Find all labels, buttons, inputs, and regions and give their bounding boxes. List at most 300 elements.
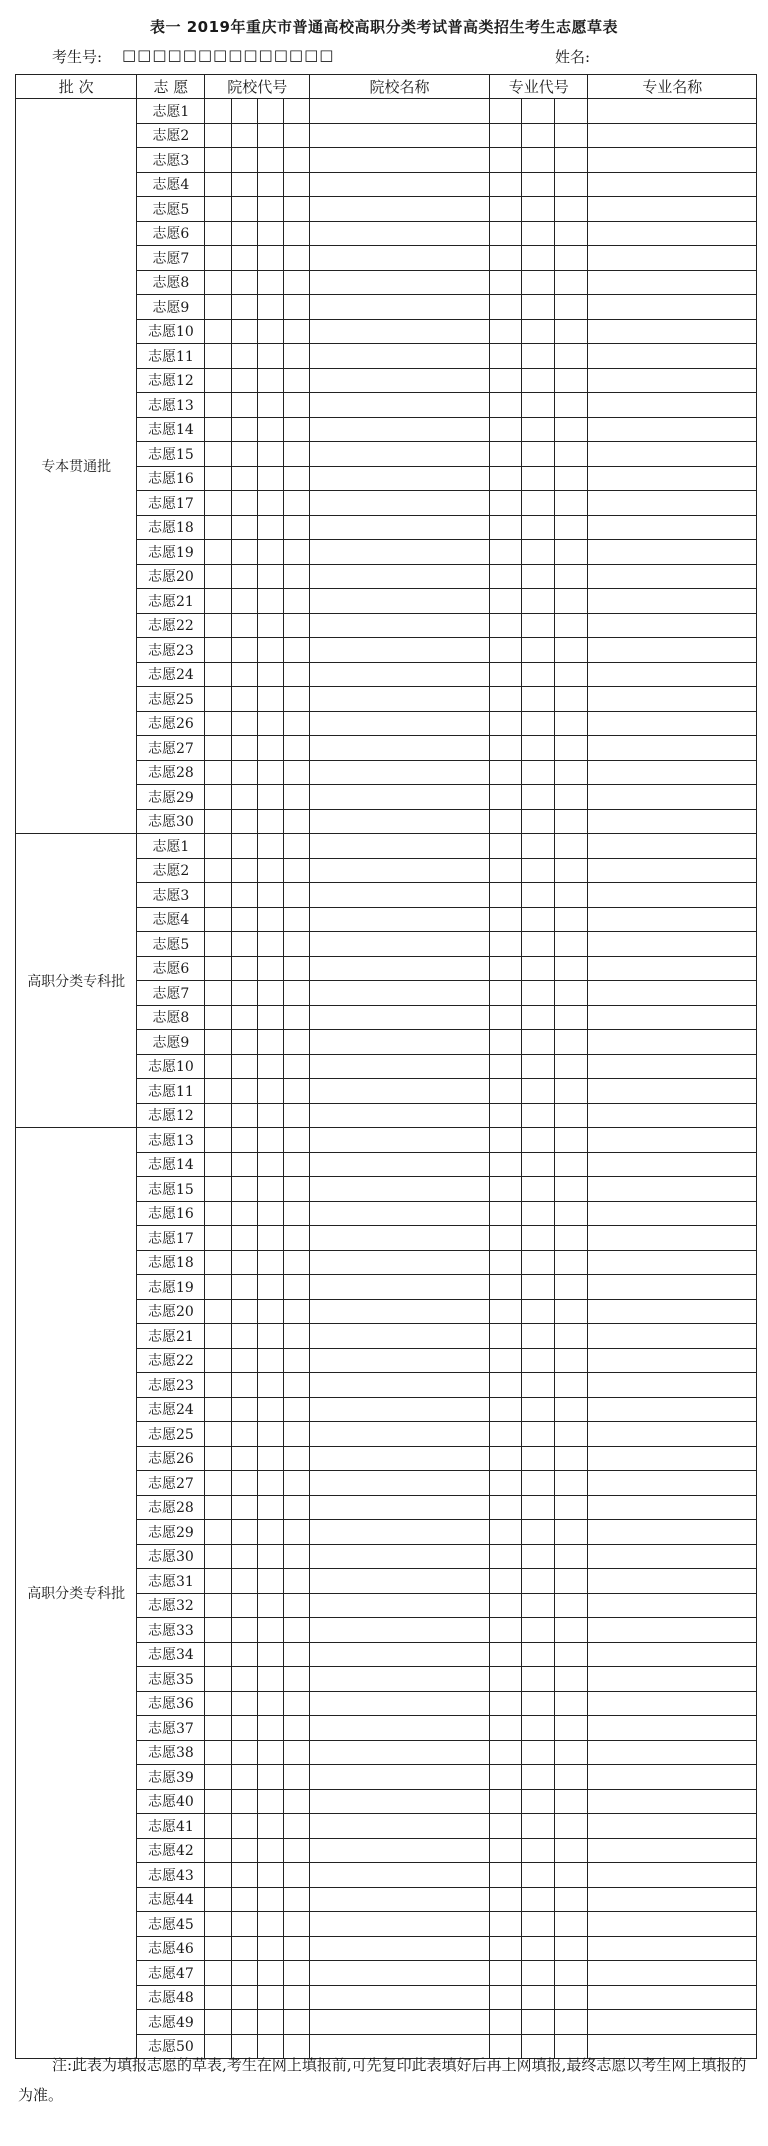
school-code-digit[interactable]: [283, 1299, 309, 1324]
school-code-digit[interactable]: [205, 1446, 231, 1471]
school-name-cell[interactable]: [310, 589, 490, 614]
school-code-digit[interactable]: [205, 1128, 231, 1153]
school-code-digit[interactable]: [283, 1789, 309, 1814]
school-code-digit[interactable]: [257, 1569, 283, 1594]
major-name-cell[interactable]: [588, 221, 757, 246]
major-code-digit[interactable]: [554, 172, 588, 197]
school-code-digit[interactable]: [257, 1177, 283, 1202]
school-code-digit[interactable]: [257, 564, 283, 589]
school-code-digit[interactable]: [231, 1226, 257, 1251]
major-code-digit[interactable]: [490, 1642, 522, 1667]
school-code-digit[interactable]: [205, 1912, 231, 1937]
school-code-digit[interactable]: [283, 417, 309, 442]
major-code-digit[interactable]: [554, 1030, 588, 1055]
major-name-cell[interactable]: [588, 1667, 757, 1692]
school-code-digit[interactable]: [205, 1422, 231, 1447]
major-code-digit[interactable]: [490, 1250, 522, 1275]
major-name-cell[interactable]: [588, 197, 757, 222]
school-code-digit[interactable]: [257, 613, 283, 638]
school-code-digit[interactable]: [231, 197, 257, 222]
major-code-digit[interactable]: [490, 907, 522, 932]
school-code-digit[interactable]: [283, 1373, 309, 1398]
school-code-digit[interactable]: [257, 1593, 283, 1618]
major-code-digit[interactable]: [490, 1740, 522, 1765]
school-code-digit[interactable]: [283, 491, 309, 516]
school-name-cell[interactable]: [310, 956, 490, 981]
major-code-digit[interactable]: [490, 1691, 522, 1716]
school-name-cell[interactable]: [310, 1275, 490, 1300]
major-name-cell[interactable]: [588, 1716, 757, 1741]
major-code-digit[interactable]: [522, 270, 554, 295]
major-code-digit[interactable]: [554, 344, 588, 369]
school-code-digit[interactable]: [257, 1765, 283, 1790]
major-name-cell[interactable]: [588, 1422, 757, 1447]
school-code-digit[interactable]: [205, 1373, 231, 1398]
major-code-digit[interactable]: [522, 1005, 554, 1030]
major-code-digit[interactable]: [554, 1005, 588, 1030]
major-code-digit[interactable]: [490, 393, 522, 418]
major-code-digit[interactable]: [554, 1593, 588, 1618]
school-code-digit[interactable]: [257, 1936, 283, 1961]
school-code-digit[interactable]: [205, 515, 231, 540]
school-name-cell[interactable]: [310, 1103, 490, 1128]
school-code-digit[interactable]: [257, 99, 283, 124]
school-code-digit[interactable]: [231, 687, 257, 712]
school-code-digit[interactable]: [283, 197, 309, 222]
major-code-digit[interactable]: [554, 1446, 588, 1471]
major-code-digit[interactable]: [554, 1789, 588, 1814]
major-code-digit[interactable]: [490, 344, 522, 369]
school-name-cell[interactable]: [310, 1299, 490, 1324]
school-code-digit[interactable]: [283, 1471, 309, 1496]
major-code-digit[interactable]: [490, 834, 522, 859]
school-code-digit[interactable]: [231, 1299, 257, 1324]
major-code-digit[interactable]: [554, 907, 588, 932]
school-code-digit[interactable]: [205, 1226, 231, 1251]
school-code-digit[interactable]: [257, 1226, 283, 1251]
school-code-digit[interactable]: [231, 1593, 257, 1618]
major-code-digit[interactable]: [554, 491, 588, 516]
major-name-cell[interactable]: [588, 172, 757, 197]
school-code-digit[interactable]: [257, 1324, 283, 1349]
school-code-digit[interactable]: [205, 1471, 231, 1496]
school-code-digit[interactable]: [205, 834, 231, 859]
school-code-digit[interactable]: [205, 2010, 231, 2035]
school-code-digit[interactable]: [283, 687, 309, 712]
school-code-digit[interactable]: [257, 1544, 283, 1569]
school-code-digit[interactable]: [257, 417, 283, 442]
school-name-cell[interactable]: [310, 687, 490, 712]
major-code-digit[interactable]: [490, 858, 522, 883]
school-code-digit[interactable]: [231, 1765, 257, 1790]
school-name-cell[interactable]: [310, 1152, 490, 1177]
major-name-cell[interactable]: [588, 1691, 757, 1716]
major-code-digit[interactable]: [522, 1765, 554, 1790]
school-code-digit[interactable]: [283, 809, 309, 834]
major-code-digit[interactable]: [522, 1348, 554, 1373]
major-code-digit[interactable]: [490, 99, 522, 124]
school-name-cell[interactable]: [310, 1569, 490, 1594]
major-name-cell[interactable]: [588, 613, 757, 638]
school-code-digit[interactable]: [283, 589, 309, 614]
major-name-cell[interactable]: [588, 1789, 757, 1814]
school-code-digit[interactable]: [231, 319, 257, 344]
school-code-digit[interactable]: [205, 589, 231, 614]
major-code-digit[interactable]: [490, 1275, 522, 1300]
school-code-digit[interactable]: [283, 1544, 309, 1569]
school-code-digit[interactable]: [205, 1103, 231, 1128]
school-name-cell[interactable]: [310, 270, 490, 295]
school-code-digit[interactable]: [257, 344, 283, 369]
school-code-digit[interactable]: [257, 1642, 283, 1667]
school-name-cell[interactable]: [310, 1422, 490, 1447]
school-code-digit[interactable]: [283, 393, 309, 418]
major-code-digit[interactable]: [554, 1740, 588, 1765]
major-code-digit[interactable]: [522, 1912, 554, 1937]
school-code-digit[interactable]: [283, 956, 309, 981]
school-code-digit[interactable]: [231, 1691, 257, 1716]
school-code-digit[interactable]: [231, 1789, 257, 1814]
major-code-digit[interactable]: [490, 1005, 522, 1030]
major-name-cell[interactable]: [588, 1250, 757, 1275]
school-code-digit[interactable]: [205, 858, 231, 883]
major-name-cell[interactable]: [588, 1814, 757, 1839]
major-code-digit[interactable]: [554, 736, 588, 761]
school-code-digit[interactable]: [283, 1152, 309, 1177]
major-code-digit[interactable]: [490, 1716, 522, 1741]
school-code-digit[interactable]: [205, 1618, 231, 1643]
school-code-digit[interactable]: [283, 246, 309, 271]
major-code-digit[interactable]: [490, 1201, 522, 1226]
major-name-cell[interactable]: [588, 834, 757, 859]
school-code-digit[interactable]: [283, 123, 309, 148]
school-code-digit[interactable]: [257, 442, 283, 467]
major-code-digit[interactable]: [522, 1397, 554, 1422]
school-name-cell[interactable]: [310, 1128, 490, 1153]
school-code-digit[interactable]: [283, 1593, 309, 1618]
major-code-digit[interactable]: [522, 1593, 554, 1618]
major-code-digit[interactable]: [522, 1079, 554, 1104]
school-code-digit[interactable]: [257, 1618, 283, 1643]
major-name-cell[interactable]: [588, 491, 757, 516]
major-code-digit[interactable]: [554, 1299, 588, 1324]
school-code-digit[interactable]: [205, 883, 231, 908]
school-name-cell[interactable]: [310, 1177, 490, 1202]
major-name-cell[interactable]: [588, 662, 757, 687]
major-name-cell[interactable]: [588, 1152, 757, 1177]
school-name-cell[interactable]: [310, 1985, 490, 2010]
major-code-digit[interactable]: [522, 1887, 554, 1912]
major-code-digit[interactable]: [522, 1716, 554, 1741]
school-code-digit[interactable]: [283, 368, 309, 393]
major-code-digit[interactable]: [554, 442, 588, 467]
school-name-cell[interactable]: [310, 1593, 490, 1618]
major-name-cell[interactable]: [588, 417, 757, 442]
school-code-digit[interactable]: [283, 344, 309, 369]
major-code-digit[interactable]: [522, 1618, 554, 1643]
school-code-digit[interactable]: [231, 221, 257, 246]
school-name-cell[interactable]: [310, 540, 490, 565]
school-code-digit[interactable]: [205, 932, 231, 957]
major-code-digit[interactable]: [490, 172, 522, 197]
school-code-digit[interactable]: [205, 319, 231, 344]
school-code-digit[interactable]: [283, 1716, 309, 1741]
major-code-digit[interactable]: [554, 834, 588, 859]
major-code-digit[interactable]: [554, 1642, 588, 1667]
school-code-digit[interactable]: [257, 956, 283, 981]
school-name-cell[interactable]: [310, 1348, 490, 1373]
school-code-digit[interactable]: [205, 1961, 231, 1986]
major-name-cell[interactable]: [588, 711, 757, 736]
major-code-digit[interactable]: [490, 442, 522, 467]
school-code-digit[interactable]: [257, 858, 283, 883]
school-code-digit[interactable]: [231, 1495, 257, 1520]
school-code-digit[interactable]: [205, 1691, 231, 1716]
school-code-digit[interactable]: [231, 246, 257, 271]
school-name-cell[interactable]: [310, 834, 490, 859]
major-code-digit[interactable]: [522, 1740, 554, 1765]
school-name-cell[interactable]: [310, 1373, 490, 1398]
school-code-digit[interactable]: [257, 1716, 283, 1741]
major-code-digit[interactable]: [490, 760, 522, 785]
major-code-digit[interactable]: [490, 1618, 522, 1643]
major-code-digit[interactable]: [522, 466, 554, 491]
school-code-digit[interactable]: [257, 295, 283, 320]
major-code-digit[interactable]: [490, 589, 522, 614]
major-name-cell[interactable]: [588, 956, 757, 981]
school-code-digit[interactable]: [205, 295, 231, 320]
major-code-digit[interactable]: [522, 344, 554, 369]
school-code-digit[interactable]: [257, 1103, 283, 1128]
school-name-cell[interactable]: [310, 197, 490, 222]
school-name-cell[interactable]: [310, 1667, 490, 1692]
school-code-digit[interactable]: [257, 736, 283, 761]
major-code-digit[interactable]: [490, 368, 522, 393]
major-name-cell[interactable]: [588, 442, 757, 467]
major-code-digit[interactable]: [522, 1691, 554, 1716]
major-code-digit[interactable]: [554, 858, 588, 883]
school-name-cell[interactable]: [310, 1691, 490, 1716]
school-code-digit[interactable]: [205, 1079, 231, 1104]
major-name-cell[interactable]: [588, 1397, 757, 1422]
school-code-digit[interactable]: [231, 1887, 257, 1912]
major-code-digit[interactable]: [490, 956, 522, 981]
major-name-cell[interactable]: [588, 1054, 757, 1079]
school-name-cell[interactable]: [310, 123, 490, 148]
school-code-digit[interactable]: [231, 1740, 257, 1765]
school-name-cell[interactable]: [310, 1961, 490, 1986]
school-code-digit[interactable]: [283, 270, 309, 295]
school-code-digit[interactable]: [205, 1397, 231, 1422]
school-code-digit[interactable]: [231, 1005, 257, 1030]
school-code-digit[interactable]: [231, 1422, 257, 1447]
school-code-digit[interactable]: [257, 246, 283, 271]
school-code-digit[interactable]: [283, 1765, 309, 1790]
school-code-digit[interactable]: [257, 148, 283, 173]
major-code-digit[interactable]: [490, 1030, 522, 1055]
major-code-digit[interactable]: [522, 2010, 554, 2035]
major-code-digit[interactable]: [490, 785, 522, 810]
school-code-digit[interactable]: [231, 834, 257, 859]
school-code-digit[interactable]: [257, 221, 283, 246]
major-code-digit[interactable]: [554, 956, 588, 981]
major-code-digit[interactable]: [554, 1716, 588, 1741]
school-code-digit[interactable]: [257, 1054, 283, 1079]
major-code-digit[interactable]: [490, 662, 522, 687]
major-code-digit[interactable]: [554, 613, 588, 638]
major-code-digit[interactable]: [522, 1250, 554, 1275]
major-code-digit[interactable]: [490, 613, 522, 638]
school-name-cell[interactable]: [310, 711, 490, 736]
school-code-digit[interactable]: [257, 1397, 283, 1422]
school-name-cell[interactable]: [310, 1397, 490, 1422]
major-code-digit[interactable]: [554, 809, 588, 834]
school-code-digit[interactable]: [205, 1667, 231, 1692]
school-code-digit[interactable]: [205, 1838, 231, 1863]
major-code-digit[interactable]: [522, 1495, 554, 1520]
school-code-digit[interactable]: [231, 932, 257, 957]
major-code-digit[interactable]: [554, 270, 588, 295]
school-code-digit[interactable]: [205, 148, 231, 173]
major-code-digit[interactable]: [554, 1201, 588, 1226]
school-name-cell[interactable]: [310, 1250, 490, 1275]
school-code-digit[interactable]: [231, 1544, 257, 1569]
school-name-cell[interactable]: [310, 760, 490, 785]
school-name-cell[interactable]: [310, 1054, 490, 1079]
school-code-digit[interactable]: [283, 1495, 309, 1520]
major-code-digit[interactable]: [522, 589, 554, 614]
major-code-digit[interactable]: [554, 368, 588, 393]
major-code-digit[interactable]: [554, 1422, 588, 1447]
major-code-digit[interactable]: [490, 1446, 522, 1471]
school-code-digit[interactable]: [257, 2010, 283, 2035]
major-code-digit[interactable]: [554, 1520, 588, 1545]
school-code-digit[interactable]: [283, 1275, 309, 1300]
major-code-digit[interactable]: [554, 1495, 588, 1520]
major-name-cell[interactable]: [588, 785, 757, 810]
school-code-digit[interactable]: [257, 1275, 283, 1300]
school-code-digit[interactable]: [257, 932, 283, 957]
school-name-cell[interactable]: [310, 1618, 490, 1643]
school-code-digit[interactable]: [283, 1642, 309, 1667]
major-code-digit[interactable]: [490, 1397, 522, 1422]
school-code-digit[interactable]: [205, 197, 231, 222]
school-code-digit[interactable]: [231, 1863, 257, 1888]
school-code-digit[interactable]: [231, 123, 257, 148]
major-code-digit[interactable]: [522, 1863, 554, 1888]
major-code-digit[interactable]: [554, 687, 588, 712]
school-code-digit[interactable]: [257, 1201, 283, 1226]
school-code-digit[interactable]: [231, 270, 257, 295]
major-name-cell[interactable]: [588, 246, 757, 271]
major-code-digit[interactable]: [522, 417, 554, 442]
major-code-digit[interactable]: [554, 1054, 588, 1079]
major-name-cell[interactable]: [588, 1495, 757, 1520]
school-code-digit[interactable]: [257, 1691, 283, 1716]
school-code-digit[interactable]: [231, 1128, 257, 1153]
major-code-digit[interactable]: [554, 1348, 588, 1373]
school-code-digit[interactable]: [257, 123, 283, 148]
major-code-digit[interactable]: [522, 1446, 554, 1471]
school-name-cell[interactable]: [310, 564, 490, 589]
major-code-digit[interactable]: [490, 295, 522, 320]
school-name-cell[interactable]: [310, 417, 490, 442]
major-code-digit[interactable]: [490, 1373, 522, 1398]
major-code-digit[interactable]: [522, 1569, 554, 1594]
school-name-cell[interactable]: [310, 148, 490, 173]
school-name-cell[interactable]: [310, 1520, 490, 1545]
major-code-digit[interactable]: [554, 319, 588, 344]
major-code-digit[interactable]: [490, 1348, 522, 1373]
major-code-digit[interactable]: [490, 148, 522, 173]
school-code-digit[interactable]: [231, 393, 257, 418]
school-code-digit[interactable]: [257, 687, 283, 712]
school-code-digit[interactable]: [205, 1299, 231, 1324]
school-code-digit[interactable]: [283, 148, 309, 173]
major-code-digit[interactable]: [522, 858, 554, 883]
school-code-digit[interactable]: [231, 1103, 257, 1128]
school-code-digit[interactable]: [231, 1054, 257, 1079]
major-code-digit[interactable]: [490, 1887, 522, 1912]
school-code-digit[interactable]: [205, 172, 231, 197]
school-code-digit[interactable]: [231, 760, 257, 785]
school-code-digit[interactable]: [205, 1324, 231, 1349]
major-code-digit[interactable]: [522, 1152, 554, 1177]
major-name-cell[interactable]: [588, 760, 757, 785]
school-name-cell[interactable]: [310, 1446, 490, 1471]
major-code-digit[interactable]: [522, 883, 554, 908]
major-code-digit[interactable]: [554, 564, 588, 589]
major-name-cell[interactable]: [588, 1618, 757, 1643]
major-code-digit[interactable]: [490, 1226, 522, 1251]
school-code-digit[interactable]: [231, 858, 257, 883]
school-code-digit[interactable]: [257, 662, 283, 687]
school-code-digit[interactable]: [283, 540, 309, 565]
major-code-digit[interactable]: [490, 1422, 522, 1447]
major-name-cell[interactable]: [588, 1348, 757, 1373]
school-code-digit[interactable]: [257, 1446, 283, 1471]
major-code-digit[interactable]: [490, 319, 522, 344]
school-code-digit[interactable]: [205, 1348, 231, 1373]
school-name-cell[interactable]: [310, 1814, 490, 1839]
major-code-digit[interactable]: [490, 981, 522, 1006]
major-code-digit[interactable]: [522, 368, 554, 393]
major-code-digit[interactable]: [554, 1863, 588, 1888]
major-code-digit[interactable]: [522, 1299, 554, 1324]
major-name-cell[interactable]: [588, 1912, 757, 1937]
school-code-digit[interactable]: [283, 1912, 309, 1937]
major-code-digit[interactable]: [522, 1985, 554, 2010]
school-name-cell[interactable]: [310, 295, 490, 320]
school-code-digit[interactable]: [205, 1201, 231, 1226]
school-code-digit[interactable]: [257, 1005, 283, 1030]
major-name-cell[interactable]: [588, 1961, 757, 1986]
major-code-digit[interactable]: [554, 1128, 588, 1153]
major-name-cell[interactable]: [588, 1740, 757, 1765]
major-code-digit[interactable]: [490, 1789, 522, 1814]
major-name-cell[interactable]: [588, 1299, 757, 1324]
school-code-digit[interactable]: [205, 785, 231, 810]
major-code-digit[interactable]: [522, 515, 554, 540]
major-code-digit[interactable]: [554, 1814, 588, 1839]
school-code-digit[interactable]: [257, 540, 283, 565]
school-code-digit[interactable]: [205, 662, 231, 687]
major-name-cell[interactable]: [588, 515, 757, 540]
major-code-digit[interactable]: [554, 1275, 588, 1300]
major-code-digit[interactable]: [554, 148, 588, 173]
school-code-digit[interactable]: [257, 1348, 283, 1373]
school-code-digit[interactable]: [257, 638, 283, 663]
